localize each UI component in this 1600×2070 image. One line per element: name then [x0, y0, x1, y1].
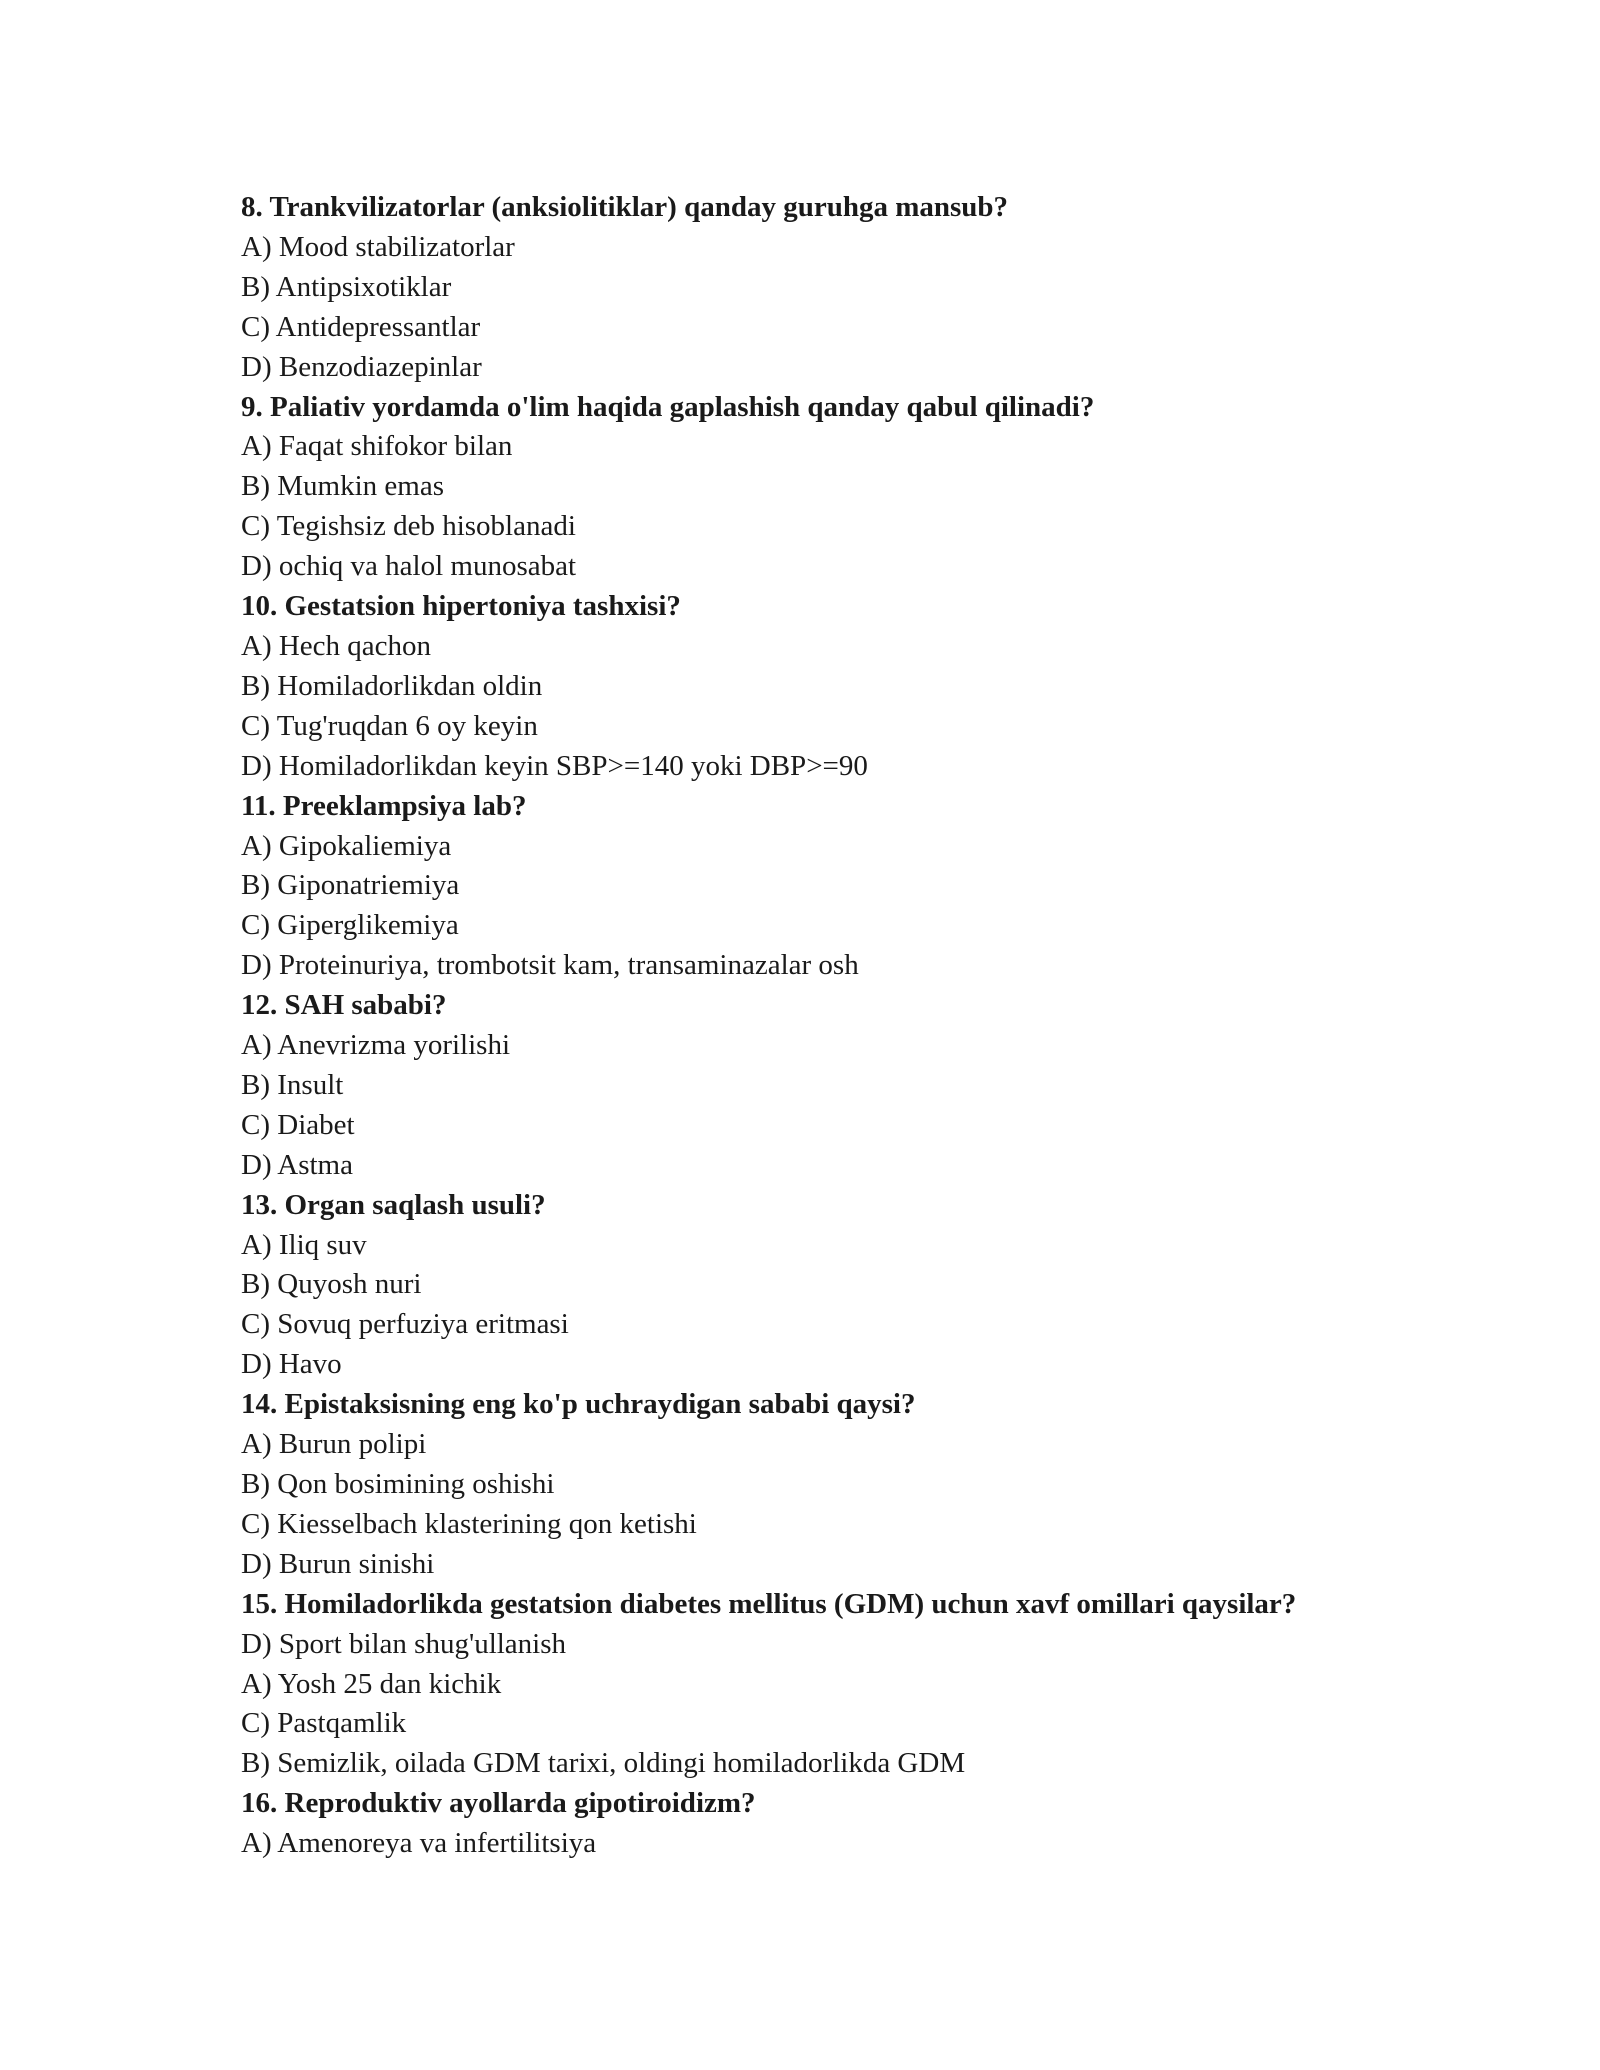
answer-option: A) Amenoreya va infertilitsiya — [241, 1827, 597, 1860]
answer-option: B) Giponatriemiya — [241, 869, 460, 902]
answer-option: C) Giperglikemiya — [241, 909, 459, 942]
question-8 — [241, 188, 1421, 388]
question-title: 9. Paliativ yordamda o'lim haqida gaplashish qanday qabul qilinadi? — [241, 390, 1095, 423]
question-14 — [241, 1385, 1421, 1585]
answer-option: C) Kiesselbach klasterining qon ketishi — [241, 1507, 697, 1540]
answer-option: A) Yosh 25 dan kichik — [241, 1667, 502, 1700]
answer-option: B) Semizlik, oilada GDM tarixi, oldingi homiladorlikda GDM — [241, 1747, 966, 1780]
question-13 — [241, 1186, 1421, 1386]
answer-option: D) Benzodiazepinlar — [241, 350, 482, 383]
answer-option: C) Antidepressantlar — [241, 310, 481, 343]
answer-option: D) Burun sinishi — [241, 1547, 435, 1580]
answer-option: B) Mumkin emas — [241, 470, 444, 503]
answer-option: A) Iliq suv — [241, 1228, 367, 1261]
answer-option: C) Sovuq perfuziya eritmasi — [241, 1308, 569, 1341]
question-12 — [241, 986, 1421, 1186]
question-title: 16. Reproduktiv ayollarda gipotiroidizm? — [241, 1787, 756, 1820]
question-10 — [241, 587, 1421, 787]
question-15 — [241, 1585, 1421, 1785]
answer-option: D) Havo — [241, 1348, 342, 1381]
answer-option: D) Proteinuriya, trombotsit kam, transaminazalar osh — [241, 949, 859, 982]
answer-option: C) Tug'ruqdan 6 oy keyin — [241, 709, 538, 742]
question-9 — [241, 388, 1421, 588]
answer-option: A) Faqat shifokor bilan — [241, 430, 513, 463]
answer-option: C) Pastqamlik — [241, 1707, 407, 1740]
answer-option: B) Antipsixotiklar — [241, 270, 452, 303]
answer-option: A) Anevrizma yorilishi — [241, 1029, 511, 1062]
answer-option: A) Burun polipi — [241, 1428, 427, 1461]
answer-option: B) Qon bosimining oshishi — [241, 1468, 555, 1500]
answer-option: D) ochiq va halol munosabat — [241, 550, 577, 583]
answer-option: A) Hech qachon — [241, 629, 432, 662]
answer-option: B) Quyosh nuri — [241, 1268, 422, 1301]
answer-option: D) Sport bilan shug'ullanish — [241, 1627, 567, 1660]
answer-option: B) Insult — [241, 1068, 344, 1101]
answer-option: A) Gipokaliemiya — [241, 829, 452, 862]
answer-option: D) Astma — [241, 1148, 353, 1181]
question-title: 10. Gestatsion hipertoniya tashxisi? — [241, 590, 681, 623]
question-title: 15. Homiladorlikda gestatsion diabetes mellitus (GDM) uchun xavf omillari qaysilar? — [241, 1587, 1297, 1620]
question-title: 8. Trankvilizatorlar (anksiolitiklar) qanday guruhga mansub? — [241, 191, 1009, 223]
answer-option: B) Homiladorlikdan oldin — [241, 669, 543, 702]
question-title: 14. Epistaksisning eng ko'p uchraydigan sababi qaysi? — [241, 1388, 916, 1421]
question-11 — [241, 787, 1421, 987]
question-title: 13. Organ saqlash usuli? — [241, 1188, 546, 1221]
question-16 — [241, 1784, 1421, 1864]
answer-option: D) Homiladorlikdan keyin SBP>=140 yoki DBP>=90 — [241, 749, 868, 782]
answer-option: C) Tegishsiz deb hisoblanadi — [241, 510, 576, 543]
question-title: 12. SAH sababi? — [241, 989, 447, 1022]
answer-option: A) Mood stabilizatorlar — [241, 230, 515, 263]
question-title: 11. Preeklampsiya lab? — [241, 789, 527, 822]
question-list — [241, 188, 1421, 1864]
answer-option: C) Diabet — [241, 1108, 355, 1141]
